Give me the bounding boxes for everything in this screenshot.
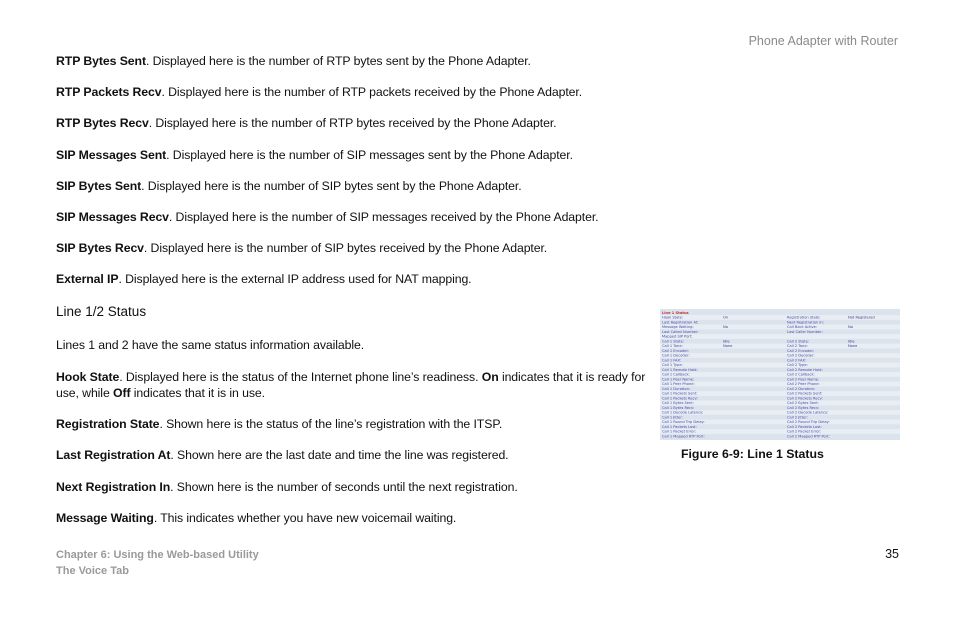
description: . Shown here are the last date and time the line was registered. xyxy=(170,448,509,462)
figure-label-right: Call 2 Round Trip Delay: xyxy=(787,420,830,424)
figure-label-right: Last Caller Number: xyxy=(787,329,823,334)
description: . Displayed here is the number of SIP messages sent by the Phone Adapter. xyxy=(166,148,573,162)
figure-label-right: Next Registration In: xyxy=(787,320,824,325)
figure-label-left: Call 1 Packets Lost: xyxy=(662,424,697,429)
term: SIP Bytes Sent xyxy=(56,179,142,193)
term: RTP Bytes Sent xyxy=(56,54,146,68)
figure-label-left: Call 1 Callback: xyxy=(662,372,690,377)
term-on: On xyxy=(481,370,499,384)
definition-sip-messages-sent xyxy=(56,147,656,163)
description: . Displayed here is the status of the Internet phone line’s readiness. xyxy=(119,370,482,384)
figure-label-right: Call 2 Bytes Sent: xyxy=(787,401,819,405)
figure-label-left: Call 1 Jitter: xyxy=(662,415,683,420)
definition-sip-messages-recv xyxy=(56,209,656,225)
figure-value-left: None xyxy=(723,344,733,348)
definition-hook-state xyxy=(56,369,654,401)
figure-label-left: Last Registration At: xyxy=(662,320,699,325)
definition-external-ip xyxy=(56,271,656,287)
figure-label-right: Call 2 Mapped RTP Port: xyxy=(787,434,830,439)
term: External IP xyxy=(56,272,119,286)
figure-value-right: Not Registered xyxy=(848,315,875,320)
figure-label-right: Call 2 Packets Sent: xyxy=(787,391,823,396)
figure-value-right: Idle xyxy=(848,339,855,344)
description: . Displayed here is the number of RTP bytes sent by the Phone Adapter. xyxy=(145,54,531,68)
footer-chapter: Chapter 6: Using the Web-based Utility xyxy=(56,549,259,561)
term: Next Registration In xyxy=(56,480,171,494)
description: . Shown here is the status of the line’s registration with the ITSP. xyxy=(159,417,503,431)
figure-label-left: Call 1 Peer Phone: xyxy=(662,382,695,386)
figure-value-left: No xyxy=(723,325,728,329)
figure-label-left: Call 1 State: xyxy=(662,339,685,344)
figure-label-left: Call 1 Decode Latency: xyxy=(662,410,704,415)
figure-label-right: Call 2 Packet Error: xyxy=(787,429,822,434)
definition-sip-bytes-sent xyxy=(56,178,656,194)
figure-label-right: Call 2 Callback: xyxy=(787,372,815,377)
term: RTP Packets Recv xyxy=(56,85,162,99)
definition-sip-bytes-recv xyxy=(56,240,656,256)
figure-label-right: Call 2 Bytes Recv: xyxy=(787,405,820,410)
term: Message Waiting xyxy=(56,511,154,525)
figure-label-left: Call 1 Peer Name: xyxy=(662,377,695,382)
description: indicates that it is in use. xyxy=(130,386,265,400)
figure-value-left: On xyxy=(723,315,729,320)
figure-row-stripe xyxy=(660,353,900,358)
figure-label-right: Call 2 State: xyxy=(787,339,810,344)
line-status-screenshot xyxy=(660,309,900,440)
description: . Displayed here is the number of SIP bytes sent by the Phone Adapter. xyxy=(141,179,522,193)
term: SIP Messages Recv xyxy=(56,210,169,224)
figure-label-right: Call 2 Encoder: xyxy=(787,348,815,353)
figure-row-stripe xyxy=(660,363,900,368)
figure-label-left: Call 1 Bytes Sent: xyxy=(662,401,694,405)
figure-row-stripe xyxy=(660,401,900,406)
figure-label-left: Call 1 Packets Recv: xyxy=(662,396,698,401)
definition-message-waiting xyxy=(56,510,656,526)
figure-label-left: Hook State: xyxy=(662,315,684,320)
description: . Displayed here is the number of RTP packets received by the Phone Adapter. xyxy=(161,85,583,99)
figure-label-right: Call 2 FAX: xyxy=(787,358,807,363)
figure-label-right: Call 2 Jitter: xyxy=(787,415,808,420)
description: . Shown here is the number of seconds until the next registration. xyxy=(170,480,518,494)
figure-label-left: Mapped SIP Port: xyxy=(662,334,693,339)
figure-row-stripe xyxy=(660,382,900,387)
figure-label-left: Call 1 Tone: xyxy=(662,344,683,348)
figure-row-stripe xyxy=(660,372,900,377)
footer-section: The Voice Tab xyxy=(56,565,129,577)
definition-rtp-bytes-sent xyxy=(56,53,656,69)
figure-label-left: Call 1 Packet Error: xyxy=(662,429,697,434)
figure-value-left: Idle xyxy=(723,339,730,344)
figure-label-right: Call 2 Peer Name: xyxy=(787,377,820,382)
section-title: Line 1/2 Status xyxy=(56,304,147,319)
description: . Displayed here is the number of SIP bytes received by the Phone Adapter. xyxy=(143,241,548,255)
figure-label-left: Call 1 Encoder: xyxy=(662,348,690,353)
term: SIP Messages Sent xyxy=(56,148,167,162)
description: . Displayed here is the number of RTP bytes received by the Phone Adapter. xyxy=(148,116,557,130)
section-intro: Lines 1 and 2 have the same status information available. xyxy=(56,338,365,352)
page-number: 35 xyxy=(885,547,899,561)
figure-label-left: Call 1 Packets Sent: xyxy=(662,391,698,396)
figure-label-left: Message Waiting: xyxy=(662,325,694,329)
figure-label-right: Call 2 Packets Recv: xyxy=(787,396,823,401)
term: Registration State xyxy=(56,417,160,431)
figure-label-right: Call 2 Duration: xyxy=(787,386,816,391)
definition-registration-state xyxy=(56,416,656,432)
term: Hook State xyxy=(56,370,120,384)
figure-row-stripe xyxy=(660,325,900,330)
term: SIP Bytes Recv xyxy=(56,241,144,255)
figure-label-right: Call 2 Decode Latency: xyxy=(787,410,829,415)
figure-label-right: Call 2 Type: xyxy=(787,363,808,367)
definition-rtp-packets-recv xyxy=(56,84,656,100)
description: . Displayed here is the number of SIP messages received by the Phone Adapter. xyxy=(168,210,599,224)
figure-value-right: No xyxy=(848,325,853,329)
figure-label-right: Call 2 Packets Lost: xyxy=(787,424,822,429)
figure-label-left: Call 1 Mapped RTP Port: xyxy=(662,434,705,439)
footer xyxy=(56,547,259,579)
term-off: Off xyxy=(113,386,131,400)
figure-label-left: Call 1 Remote Hold: xyxy=(662,367,698,372)
figure-label-left: Call 1 Round Trip Delay: xyxy=(662,420,705,424)
figure-row-stripe xyxy=(660,344,900,349)
figure-label-right: Call 2 Decoder: xyxy=(787,353,815,358)
line-status-table xyxy=(660,309,900,440)
figure-label-right: Registration State: xyxy=(787,315,821,320)
figure-row-stripe xyxy=(660,334,900,339)
figure-label-left: Call 1 Bytes Recv: xyxy=(662,405,695,410)
running-header: Phone Adapter with Router xyxy=(748,34,898,48)
figure-heading: Line 1 Status xyxy=(662,311,689,315)
figure-value-right: None xyxy=(848,344,858,348)
figure-label-left: Last Called Number: xyxy=(662,329,699,334)
definition-last-registration-at xyxy=(56,447,656,463)
description: indicates that it is ready for use, while xyxy=(56,370,646,400)
figure-label-left: Call 1 FAX: xyxy=(662,358,682,363)
term: Last Registration At xyxy=(56,448,171,462)
term: RTP Bytes Recv xyxy=(56,116,149,130)
figure-caption: Figure 6-9: Line 1 Status xyxy=(681,447,824,461)
figure-label-left: Call 1 Type: xyxy=(662,363,683,367)
figure-label-right: Call 2 Tone: xyxy=(787,344,808,348)
figure-label-right: Call 2 Peer Phone: xyxy=(787,382,820,386)
figure-label-left: Call 1 Duration: xyxy=(662,386,691,391)
figure-label-right: Call 2 Remote Hold: xyxy=(787,367,823,372)
figure-label-right: Call Back Active: xyxy=(787,325,818,329)
description: . This indicates whether you have new voicemail waiting. xyxy=(153,511,457,525)
figure-label-left: Call 1 Decoder: xyxy=(662,353,690,358)
definition-next-registration-in xyxy=(56,479,656,495)
description: . Displayed here is the external IP address used for NAT mapping. xyxy=(118,272,472,286)
definition-rtp-bytes-recv xyxy=(56,115,656,131)
